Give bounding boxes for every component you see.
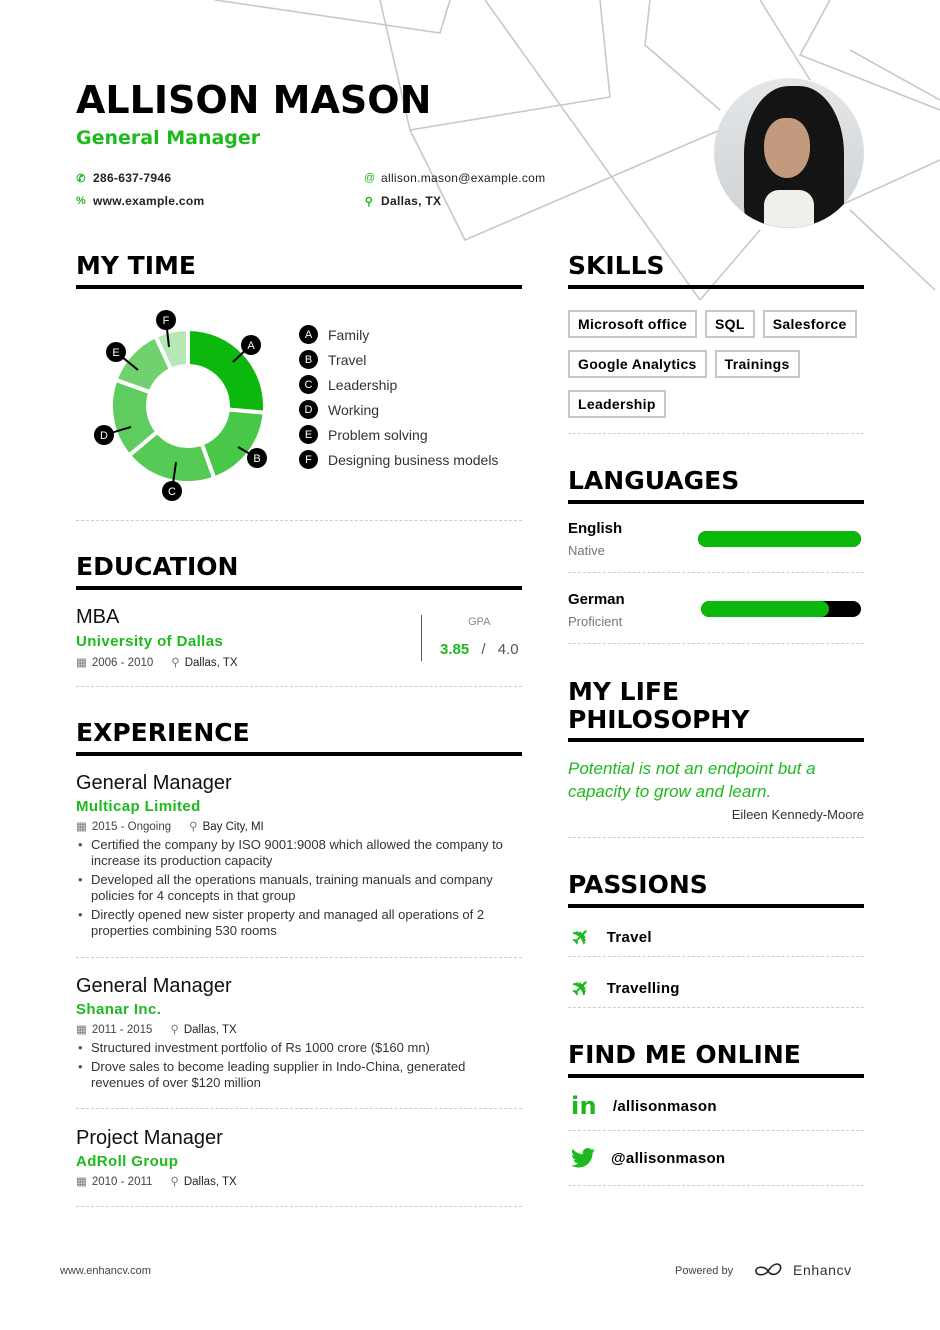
svg-text:B: B — [253, 453, 261, 465]
my-time-donut-chart — [90, 305, 280, 505]
calendar-icon: ▦ — [76, 821, 87, 833]
education-meta: ▦ 2006 - 2010 ⚲ Dallas, TX — [76, 657, 238, 669]
phone-icon: ✆ — [76, 172, 86, 185]
profile-photo — [714, 78, 864, 228]
my-time-legend — [299, 322, 498, 472]
section-rule — [76, 285, 522, 289]
svg-text:A: A — [247, 340, 255, 352]
skill-tag: Salesforce — [763, 310, 857, 338]
map-pin-icon: ⚲ — [189, 821, 198, 833]
language-level-bar — [698, 531, 861, 547]
website-link[interactable]: www.example.com — [93, 194, 205, 208]
at-icon: @ — [364, 172, 376, 184]
divider — [568, 1007, 864, 1008]
section-rule — [76, 586, 522, 590]
calendar-icon: ▦ — [76, 1024, 87, 1036]
divider — [568, 837, 864, 838]
section-rule — [568, 738, 864, 742]
divider — [76, 1206, 522, 1207]
divider — [76, 957, 522, 958]
language-item: English Native — [568, 520, 623, 558]
linkedin-link[interactable]: in /allisonmason — [571, 1092, 717, 1120]
location-contact — [364, 194, 441, 208]
footer-site-link[interactable]: www.enhancv.com — [60, 1265, 151, 1277]
divider — [76, 1108, 522, 1109]
skills-list — [568, 310, 878, 430]
skill-tag: Microsoft office — [568, 310, 697, 338]
divider — [568, 956, 864, 957]
passion-item: ✈ Travel — [565, 921, 652, 953]
skill-tag: Google Analytics — [568, 350, 707, 378]
divider — [568, 433, 864, 434]
passion-item: ✈ Travelling — [565, 972, 680, 1004]
quote-author: Eileen Kennedy-Moore — [731, 807, 864, 822]
divider — [76, 686, 522, 687]
gpa-label: GPA — [468, 616, 491, 628]
philosophy-quote: Potential is not an endpoint but a capacity to grow and learn. — [568, 759, 816, 801]
languages-heading: LANGUAGES — [568, 466, 740, 495]
map-pin-icon: ⚲ — [171, 657, 180, 669]
language-item: German Proficient — [568, 591, 625, 629]
svg-text:D: D — [100, 430, 108, 442]
degree: MBA — [76, 606, 120, 628]
location-text: Dallas, TX — [381, 194, 442, 208]
section-rule — [568, 500, 864, 504]
calendar-icon: ▦ — [76, 1176, 87, 1188]
divider — [568, 1185, 864, 1186]
legend-item: A Family — [299, 322, 498, 347]
airplane-icon: ✈ — [565, 972, 597, 1004]
candidate-title: General Manager — [76, 127, 261, 149]
legend-item: E Problem solving — [299, 422, 498, 447]
twitter-link[interactable]: @allisonmason — [571, 1148, 725, 1168]
skills-heading: SKILLS — [568, 251, 665, 280]
my-time-heading: MY TIME — [76, 251, 196, 280]
section-rule — [76, 752, 522, 756]
language-level-bar — [701, 601, 861, 617]
linkedin-icon: in — [571, 1092, 597, 1120]
website-contact[interactable] — [76, 194, 204, 208]
map-pin-icon: ⚲ — [170, 1024, 179, 1036]
education-heading: EDUCATION — [76, 552, 239, 581]
legend-item: B Travel — [299, 347, 498, 372]
svg-text:F: F — [162, 315, 170, 327]
divider — [568, 1130, 864, 1131]
passions-heading: PASSIONS — [568, 870, 708, 899]
phone-number: 286-637-7946 — [93, 171, 172, 185]
job-entry: Project Manager AdRoll Group ▦ 2010 - 2011 ⚲ Dallas, TX — [76, 1127, 237, 1188]
enhancv-brand: Enhancv — [793, 1262, 852, 1278]
skill-tag: SQL — [705, 310, 755, 338]
link-icon: % — [76, 195, 87, 207]
divider — [568, 643, 864, 644]
map-pin-icon: ⚲ — [170, 1176, 179, 1188]
gpa-value: 3.85 / 4.0 — [440, 641, 519, 658]
section-rule — [568, 1074, 864, 1078]
calendar-icon: ▦ — [76, 657, 87, 669]
legend-item: F Designing business models — [299, 447, 498, 472]
enhancv-logo-icon — [754, 1262, 786, 1280]
section-rule — [568, 904, 864, 908]
job-entry: General Manager Shanar Inc. ▦ 2011 - 2015 ⚲ Dallas, TX • Structured investment portfolio of Rs 1000 crore ($160 mn) • Drove sales to become leading supplier in Indo-China, generated revenues of over $120 million — [76, 975, 522, 1094]
legend-item: C Leadership — [299, 372, 498, 397]
candidate-name: ALLISON MASON — [76, 78, 432, 122]
phone-contact — [76, 171, 171, 185]
divider — [76, 520, 522, 521]
experience-heading: EXPERIENCE — [76, 718, 250, 747]
email-link[interactable]: allison.mason@example.com — [381, 171, 546, 185]
legend-item: D Working — [299, 397, 498, 422]
section-rule — [568, 285, 864, 289]
svg-text:E: E — [112, 347, 120, 359]
powered-by-label: Powered by — [675, 1265, 734, 1277]
email-contact[interactable] — [364, 171, 545, 185]
philosophy-heading: MY LIFE PHILOSOPHY — [568, 677, 750, 734]
job-entry: General Manager Multicap Limited ▦ 2015 - Ongoing ⚲ Bay City, MI • Certified the company by ISO 9001:9008 which allowed the company to increase its production capacity • Developed all the operations manuals, training manuals and company policies for 4 concepts in that group • Directly opened new sister property and managed all operations of 2 properties combining 530 rooms — [76, 772, 522, 942]
online-heading: FIND ME ONLINE — [568, 1040, 801, 1069]
skill-tag: Trainings — [715, 350, 800, 378]
airplane-icon: ✈ — [565, 921, 597, 953]
school-name: University of Dallas — [76, 633, 224, 650]
twitter-icon — [571, 1148, 595, 1168]
divider — [568, 572, 864, 573]
svg-text:C: C — [168, 486, 176, 498]
skill-tag: Leadership — [568, 390, 666, 418]
gpa-divider — [421, 615, 422, 661]
map-pin-icon: ⚲ — [364, 195, 374, 208]
